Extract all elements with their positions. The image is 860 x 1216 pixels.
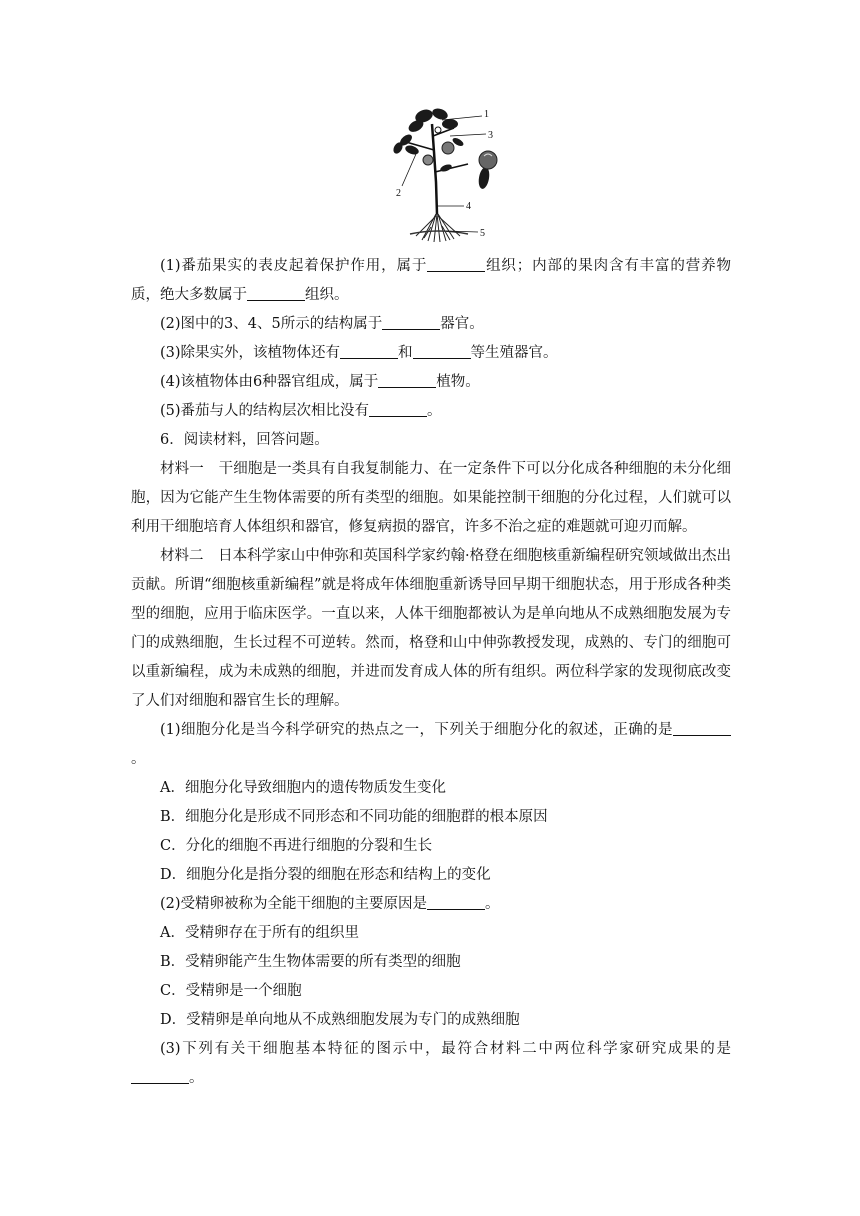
leaves <box>392 107 491 190</box>
answer-blank[interactable] <box>369 402 427 417</box>
fruit <box>423 155 433 165</box>
answer-blank[interactable] <box>427 257 485 272</box>
q6-sub1-option-d[interactable]: D．细胞分化是指分裂的细胞在形态和结构上的变化 <box>160 867 491 883</box>
answer-blank[interactable] <box>673 721 731 736</box>
stem <box>432 124 437 214</box>
q6-title: 6．阅读材料，回答问题。 <box>160 432 329 448</box>
q5-sub4: (4)该植物体由6种器官组成，属于 植物。 <box>160 374 480 390</box>
q6-sub2-option-a[interactable]: A．受精卵存在于所有的组织里 <box>160 925 359 941</box>
branch <box>435 164 468 172</box>
answer-blank[interactable] <box>427 895 485 910</box>
q6-sub2-option-c[interactable]: C．受精卵是一个细胞 <box>160 983 302 999</box>
q5-sub5: (5)番茄与人的结构层次相比没有 。 <box>160 403 442 419</box>
tomato-plant-diagram <box>376 102 506 244</box>
answer-blank[interactable] <box>340 344 398 359</box>
figure-label-2: 2 <box>396 188 401 199</box>
q6-material-2: 材料二 日本科学家山中伸弥和英国科学家约翰·格登在细胞核重新编程研究领域做出杰出贡献。所谓“细胞核重新编程”就是将成年体细胞重新诱导回早期干细胞状态，用于形成各种类型的细胞，应用于临床医学。一直以来，人体干细胞都被认为是单向地从不成熟细胞发展为专门的成熟细胞，生长过程不可逆转。然而，格登和山中伸弥教授发现，成熟的、专门的细胞可以重新编程，成为未成熟的细胞，并进而发育成人体的所有组织。两位科学家的发现彻底改变了人们对细胞和器官生长的理解。 <box>131 548 732 709</box>
answer-blank[interactable] <box>382 315 440 330</box>
q6-sub3: (3)下列有关干细胞基本特征的图示中，最符合材料二中两位科学家研究成果的是。 <box>131 1035 731 1093</box>
q6-material-1: 材料一 干细胞是一类具有自我复制能力、在一定条件下可以分化成各种细胞的未分化细胞，因为它能产生生物体需要的所有类型的细胞。如果能控制干细胞的分化过程，人们就可以利用干细胞培育人体组织和器官，修复病损的器官，许多不治之症的难题就可迎刃而解。 <box>131 461 732 535</box>
figure-label-3: 3 <box>488 130 493 141</box>
q6-sub2-option-b[interactable]: B．受精卵能产生生物体需要的所有类型的细胞 <box>160 954 461 970</box>
q6-sub1-option-a[interactable]: A．细胞分化导致细胞内的遗传物质发生变化 <box>160 780 446 796</box>
q6-sub2: (2)受精卵被称为全能干细胞的主要原因是 。 <box>160 896 500 912</box>
figure-label-4: 4 <box>466 201 471 212</box>
leader-lines <box>402 116 486 232</box>
tomato-plant-figure <box>376 102 506 244</box>
q6-sub1-option-c[interactable]: C．分化的细胞不再进行细胞的分裂和生长 <box>160 838 433 854</box>
answer-blank[interactable] <box>131 1069 189 1084</box>
fruit <box>442 142 454 154</box>
answer-blank[interactable] <box>378 373 436 388</box>
flower <box>435 127 441 133</box>
q6-sub1-option-b[interactable]: B．细胞分化是形成不同形态和不同功能的细胞群的根本原因 <box>160 809 548 825</box>
roots <box>416 214 460 242</box>
answer-blank[interactable] <box>413 344 471 359</box>
figure-label-5: 5 <box>480 228 485 239</box>
answer-blank[interactable] <box>247 286 305 301</box>
q6-sub2-option-d[interactable]: D．受精卵是单向地从不成熟细胞发展为专门的成熟细胞 <box>160 1012 520 1028</box>
q5-sub3: (3)除果实外，该植物体还有 和 等生殖器官。 <box>160 345 558 361</box>
figure-label-1: 1 <box>484 109 489 120</box>
q5-sub1: (1)番茄果实的表皮起着保护作用，属于 组织；内部的果肉含有丰富的营养物质，绝大多数属于 组织。 <box>131 258 731 303</box>
question-content <box>131 252 731 1093</box>
q5-sub2: (2)图中的3、4、5所示的结构属于 器官。 <box>160 316 484 332</box>
q6-sub1: (1)细胞分化是当今科学研究的热点之一，下列关于细胞分化的叙述，正确的是。 <box>131 716 731 774</box>
